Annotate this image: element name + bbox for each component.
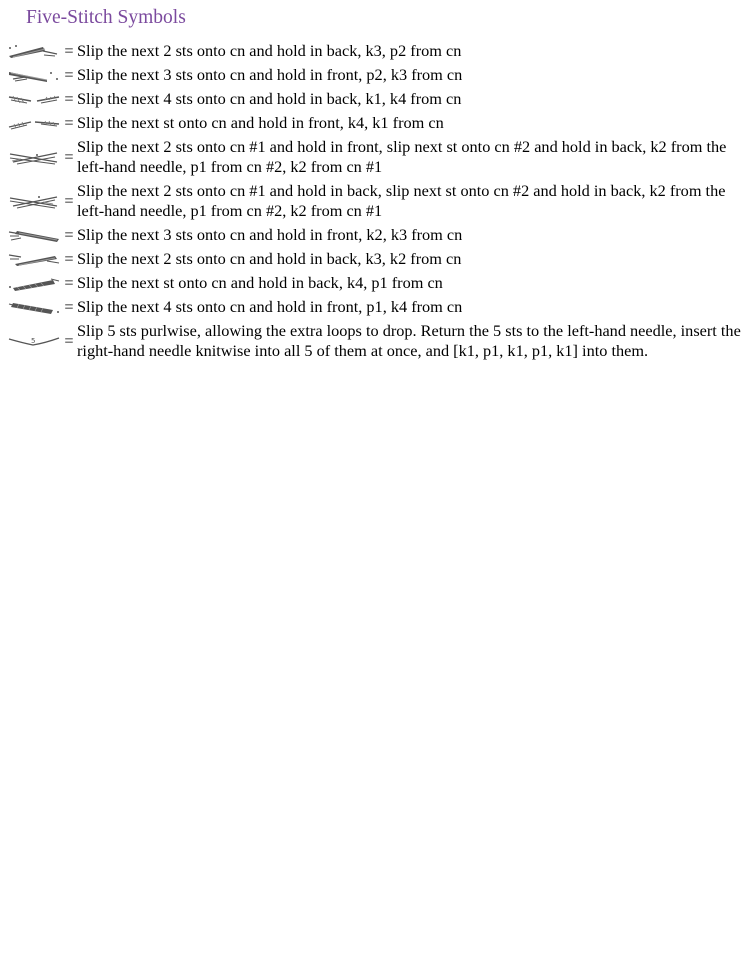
cable-4-back-k1-k4-icon (7, 91, 61, 107)
symbol-description: Slip the next 2 sts onto cn and hold in back, k3, k2 from cn (77, 249, 462, 268)
symbol-row (0, 88, 746, 112)
page-title: Five-Stitch Symbols (26, 7, 186, 28)
symbol-row (0, 112, 746, 136)
symbol-row (0, 248, 746, 272)
symbol-description: Slip the next 2 sts onto cn #1 and hold in front, slip next st onto cn #2 and hold in back, k2 from the left-hand needle, p1 from cn #2, k2 from cn #1 (77, 137, 727, 176)
symbol-description: Slip the next 2 sts onto cn #1 and hold in back, slip next st onto cn #2 and hold in back, k2 from the left-hand needle, p1 from cn #2, k2 from cn #1 (77, 181, 726, 220)
symbol-row (0, 296, 746, 320)
equals-sign: = (64, 225, 74, 244)
symbol-row (0, 180, 746, 224)
symbol-description: Slip the next 4 sts onto cn and hold in front, p1, k4 from cn (77, 297, 463, 316)
equals-sign: = (64, 41, 74, 60)
symbol-description: Slip the next 4 sts onto cn and hold in back, k1, k4 from cn (77, 89, 462, 108)
cable-2-front-1-back-k2-p1-k2-icon (7, 149, 61, 165)
equals-sign: = (64, 147, 74, 166)
cable-3-front-k2-k3-icon (7, 227, 61, 243)
symbol-row (0, 272, 746, 296)
symbol-row (0, 136, 746, 180)
symbol-row (0, 64, 746, 88)
symbol-row (0, 320, 746, 364)
equals-sign: = (64, 65, 74, 84)
symbol-description: Slip the next 3 sts onto cn and hold in front, k2, k3 from cn (77, 225, 463, 244)
symbol-row (0, 40, 746, 64)
cable-2-back-1-back-k2-p1-k2-icon (7, 193, 61, 209)
equals-sign: = (64, 297, 74, 316)
symbol-list (0, 40, 746, 364)
symbol-row (0, 224, 746, 248)
cable-2-back-k3-k2-icon (7, 251, 61, 267)
equals-sign: = (64, 331, 74, 350)
symbol-description: Slip the next st onto cn and hold in back, k4, p1 from cn (77, 273, 443, 292)
symbol-description: Slip 5 sts purlwise, allowing the extra loops to drop. Return the 5 sts to the left-hand needle, insert the right-hand needle knitwise into all 5 of them at once, and [k1, p1, k1, p1, k1] into them. (77, 321, 741, 360)
cable-1-back-k4-p1-icon (7, 275, 61, 291)
cable-4-front-p1-k4-icon (7, 299, 61, 315)
equals-sign: = (64, 191, 74, 210)
symbol-description: Slip the next st onto cn and hold in front, k4, k1 from cn (77, 113, 444, 132)
cable-3-front-p2-k3-icon (7, 67, 61, 83)
equals-sign: = (64, 89, 74, 108)
equals-sign: = (64, 113, 74, 132)
cable-2-back-k3-p2-icon (7, 43, 61, 59)
symbol-description: Slip the next 3 sts onto cn and hold in front, p2, k3 from cn (77, 65, 463, 84)
five-stitch-cluster-label: 5 (31, 337, 36, 345)
cable-1-front-k4-k1-icon (7, 115, 61, 131)
equals-sign: = (64, 273, 74, 292)
symbol-description: Slip the next 2 sts onto cn and hold in back, k3, p2 from cn (77, 41, 462, 60)
five-stitch-cluster-5-icon (7, 333, 61, 349)
equals-sign: = (64, 249, 74, 268)
